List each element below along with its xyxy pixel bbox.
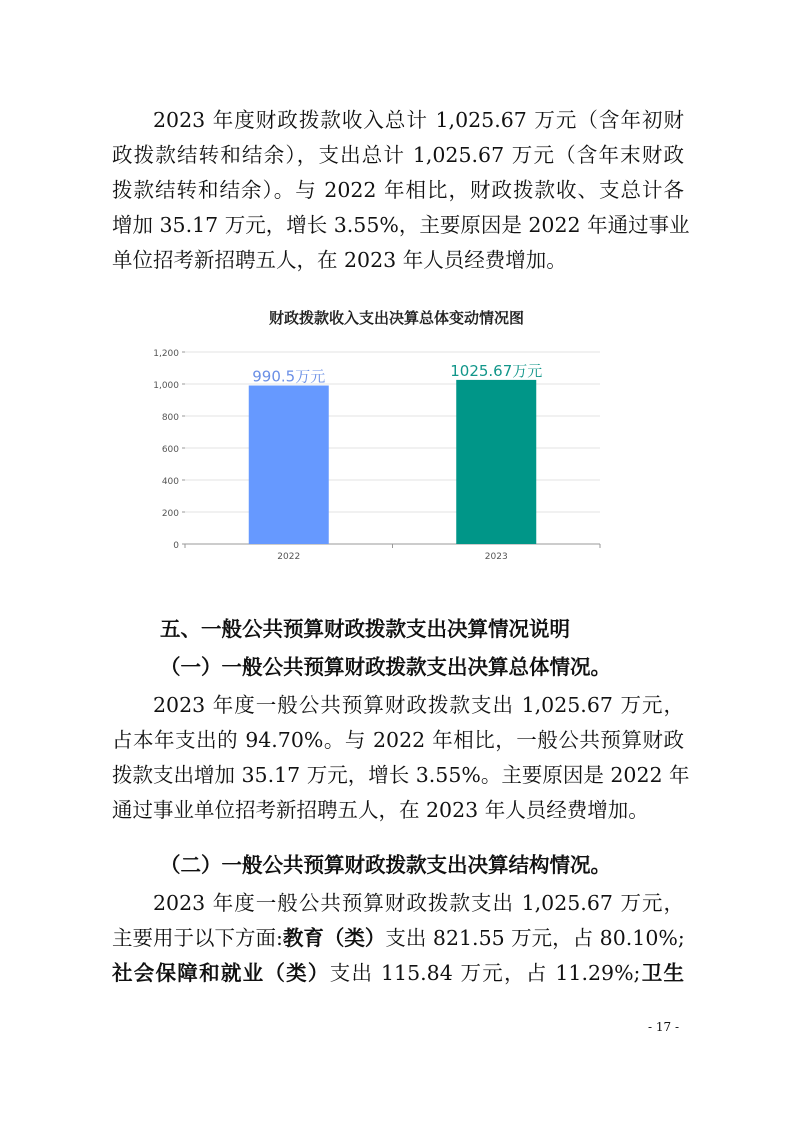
text-line: 增加 35.17 万元，增长 3.55%，主要原因是 2022 年通过事业 [112,213,690,237]
category-education: 教育（类） [282,926,386,950]
text-line: 2023 年度一般公共预算财政拨款支出 1,025.67 万元， [153,693,684,717]
y-tick-label: 200 [161,509,179,519]
structure-paragraph [112,886,684,991]
data-label: 990.5万元 [252,367,326,386]
x-tick-label: 2022 [277,552,301,562]
section-heading: 五、一般公共预算财政拨款支出决算情况说明 [160,617,570,641]
intro-paragraph [112,103,690,278]
text-segment: 支出 821.55 万元，占 80.10%; [385,926,685,950]
page-number: - 17 - [648,1020,680,1034]
category-health: 卫生 [640,961,685,985]
bar [249,386,329,544]
data-label: 1025.67万元 [450,361,543,380]
text-line: 单位招考新招聘五人，在 2023 年人员经费增加。 [112,248,567,272]
overall-paragraph [112,688,690,828]
y-tick-label: 400 [161,477,179,487]
text-line: 通过事业单位招考新招聘五人，在 2023 年人员经费增加。 [112,798,649,822]
text-line: 2023 年度一般公共预算财政拨款支出 1,025.67 万元， [153,891,684,915]
bar-chart [140,340,610,565]
category-social-security: 社会保障和就业（类） [112,961,330,985]
text-line: 政拨款结转和结余），支出总计 1,025.67 万元（含年末财政 [112,143,684,167]
y-tick-label: 1,000 [153,381,179,391]
text-line [112,921,684,956]
text-segment: 支出 115.84 万元，占 11.29%; [329,961,641,985]
y-tick-label: 600 [161,445,179,455]
text-line: 占本年支出的 94.70%。与 2022 年相比，一般公共预算财政 [112,728,684,752]
subsection-heading-1: （一）一般公共预算财政拨款支出决算总体情况。 [160,655,611,679]
chart-title: 财政拨款收入支出决算总体变动情况图 [268,309,524,327]
text-line: 拨款结转和结余）。与 2022 年相比，财政拨款收、支总计各 [112,178,684,202]
y-tick-label: 800 [161,413,179,423]
x-tick-label: 2023 [484,552,508,562]
text-line [112,956,684,991]
y-tick-label: 1,200 [153,349,179,359]
text-line: 2023 年度财政拨款收入总计 1,025.67 万元（含年初财 [153,108,684,132]
subsection-heading-2: （二）一般公共预算财政拨款支出决算结构情况。 [160,853,611,877]
text-line: 拨款支出增加 35.17 万元，增长 3.55%。主要原因是 2022 年 [112,763,690,787]
y-tick-label: 0 [173,541,179,551]
text-segment: 主要用于以下方面: [112,926,283,950]
bar [456,380,536,544]
